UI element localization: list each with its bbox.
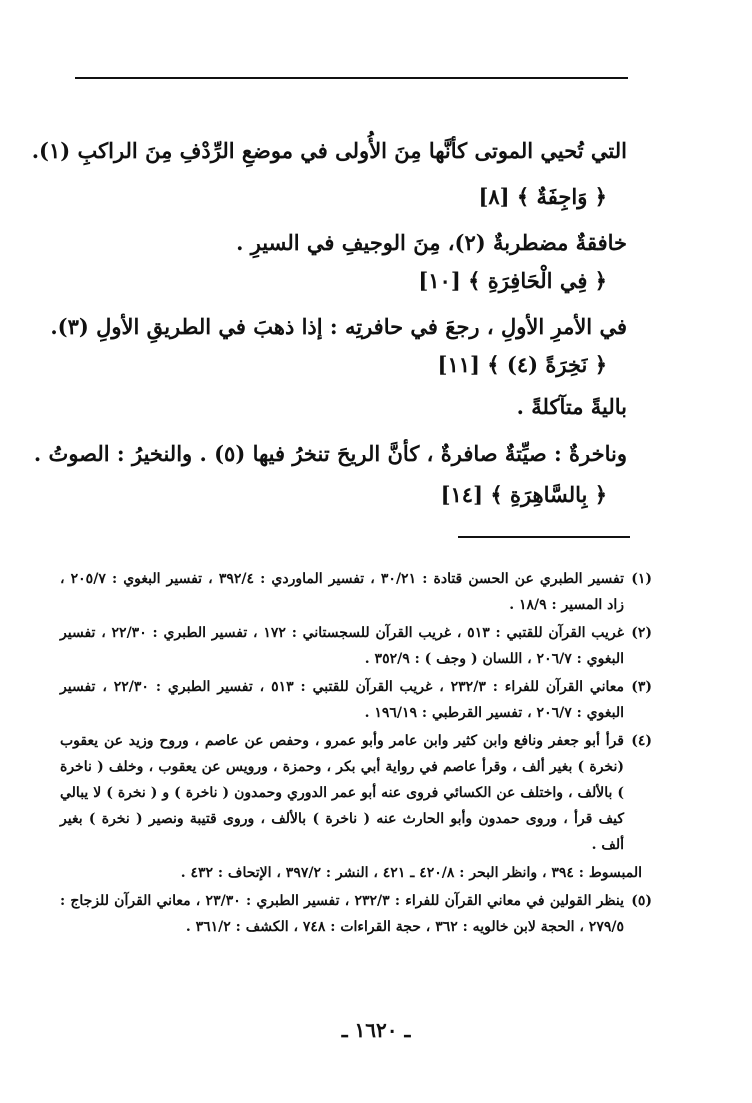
verse-heading-hafira: ﴿ فِي الْحَافِرَةِ ﴾ [١٠] [418,268,607,293]
footnote-number: (٤) [631,733,652,749]
text-line-3: في الأمرِ الأولِ ، رجعَ في حافرتِه : إذا ذهبَ في الطريقِ الأولِ (٣). [50,314,627,339]
text-line-2: خافقةٌ مضطربةٌ (٢)، مِنَ الوجيفِ في السيرِ . [236,230,627,255]
text-line-1: التي تُحيي الموتى كأنَّها مِنَ الأُولى في موضعِ الرِّدْفِ مِنَ الراكبِ (١). [31,138,627,163]
footnote-number: (٥) [631,893,652,909]
footnote-text: تفسير الطبري عن الحسن قتادة : ٣٠/٢١ ، تفسير الماوردي : ٣٩٢/٤ ، تفسير البغوي : ٢٠٥/٧ ، زاد المسير : ١٨/٩ . [60,571,624,613]
text-line-4: باليةً متآكلةً . [516,394,627,419]
footnote-5 [60,888,652,940]
verse-heading-nakhira: ﴿ نَخِرَةً (٤) ﴾ [١١] [437,352,607,377]
footnote-1 [60,566,652,618]
footnote-3 [60,674,652,726]
verse-heading-wajifa: ﴿ وَاجِفَةٌ ﴾ [٨] [478,184,607,209]
footnote-rule [458,536,630,538]
footnote-text: غريب القرآن للقتبي : ٥١٣ ، غريب القرآن للسجستاني : ١٧٢ ، تفسير الطبري : ٢٢/٣٠ ، تفسير البغوي : ٢٠٦/٧ ، اللسان ( وجف ) : ٣٥٢/٩ . [60,625,624,667]
header-rule [75,77,628,79]
footnote-number: (٢) [631,625,652,641]
footnote-4 [60,728,652,858]
page-number: ـ ١٦٢٠ ـ [341,1018,411,1042]
verse-heading-sahira: ﴿ بِالسَّاهِرَةِ ﴾ [١٤] [440,482,607,507]
footnotes [60,566,652,942]
footnote-number: (١) [631,571,652,587]
text-line-5: وناخرةٌ : صيِّتةٌ صافرةٌ ، كأنَّ الريحَ تنخرُ فيها (٥) . والنخيرُ : الصوتُ . [33,441,627,466]
footnote-text: المبسوط : ٣٩٤ ، وانظر البحر : ٤٢٠/٨ ـ ٤٢١ ، النشر : ٣٩٧/٢ ، الإتحاف : ٤٣٢ . [180,865,642,881]
footnote-text: قرأ أبو جعفر ونافع وابن كثير وابن عامر وأبو عمرو ، وحفص عن عاصم ، وروح وزيد عن يعقوب (نخرة ) بغير ألف ، وقرأ عاصم في رواية أبي بكر ، وحمزة ، ورويس عن يعقوب ، وخلف ( ناخرة ) بالألف ، واختلف عن الكسائي فروى عنه أبو عمر الدوري وحمدون ( ناخرة ) و ( نخرة ) لا يبالي كيف قرأ ، وروى حمدون وأبو الحارث عنه ( ناخرة ) بالألف ، وروى قتيبة ونصير ( نخرة ) بغير ألف . [60,733,624,853]
footnote-number: (٣) [631,679,652,695]
footnote-2 [60,620,652,672]
footnote-text: ينظر القولين في معاني القرآن للفراء : ٢٣٢/٣ ، تفسير الطبري : ٢٣/٣٠ ، معاني القرآن للزجاج : ٢٧٩/٥ ، الحجة لابن خالويه : ٣٦٢ ، حجة القراءات : ٧٤٨ ، الكشف : ٣٦١/٢ . [60,893,624,935]
footnote-text: معاني القرآن للفراء : ٢٣٢/٣ ، غريب القرآن للقتبي : ٥١٣ ، تفسير الطبري : ٢٢/٣٠ ، تفسير البغوي : ٢٠٦/٧ ، تفسير القرطبي : ١٩٦/١٩ . [60,679,624,721]
footnote-4-sources [60,860,652,886]
